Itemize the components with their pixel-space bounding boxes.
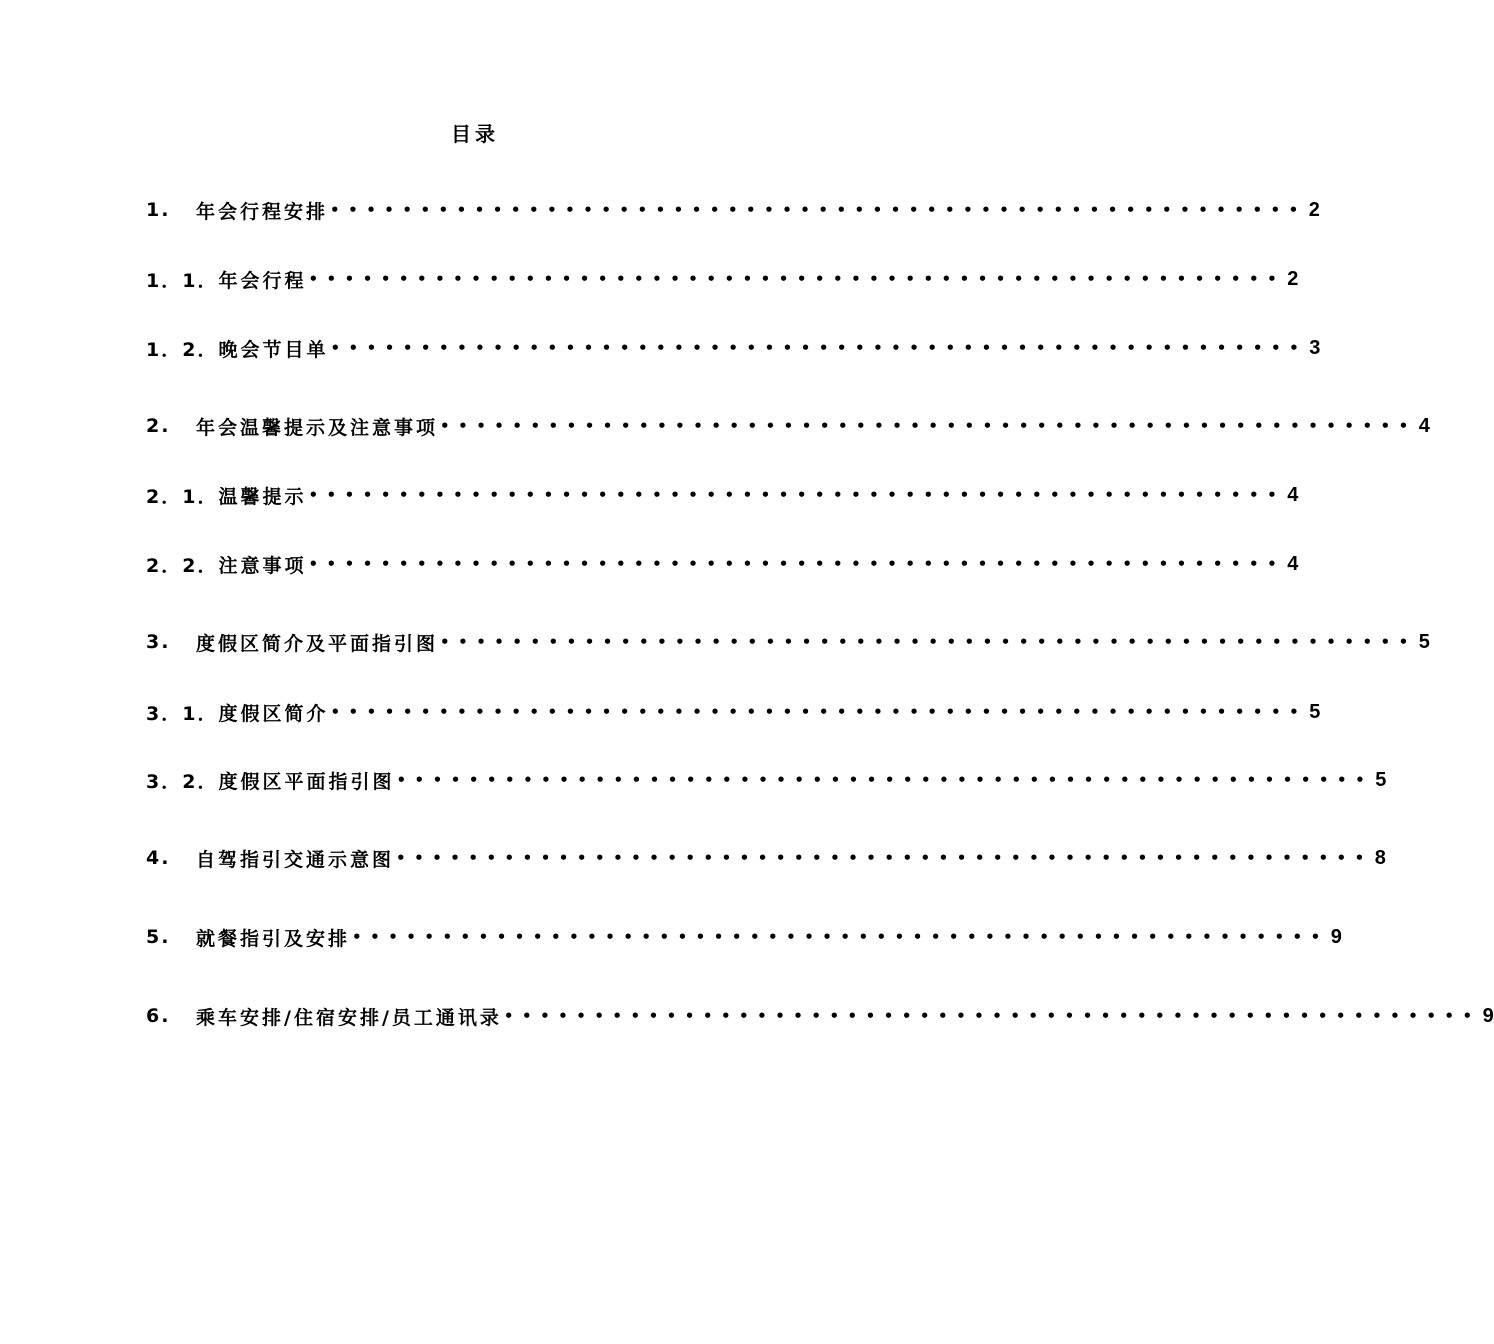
dot-leader: ••••••••••••••••••••••••••••••••••••••••••••••••••••••: [396, 771, 1374, 789]
dot-leader: ••••••••••••••••••••••••••••••••••••••••••••••••••••••: [330, 201, 1307, 219]
dot-leader: ••••••••••••••••••••••••••••••••••••••••••••••••••••••: [503, 1007, 1481, 1025]
toc-page-number: 5: [1375, 768, 1387, 791]
toc-entry-2-2[interactable]: [146, 549, 1299, 579]
toc-number: 2．2．: [146, 554, 219, 577]
dot-leader: ••••••••••••••••••••••••••••••••••••••••••••••••••••••: [440, 633, 1417, 651]
toc-number: 4.: [146, 847, 171, 869]
toc-label: 温馨提示: [218, 485, 307, 508]
toc-page-number: 5: [1309, 700, 1321, 723]
toc-label: 注意事项: [218, 554, 307, 577]
dot-leader: ••••••••••••••••••••••••••••••••••••••••••••••••••••••: [330, 703, 1308, 721]
toc-label: 就餐指引及安排: [196, 927, 351, 950]
toc-label: 度假区简介: [218, 702, 329, 725]
toc-label: 年会行程: [218, 269, 307, 292]
toc-entry-2[interactable]: [146, 411, 1430, 441]
toc-page-number: 4: [1418, 414, 1430, 437]
toc-label: 年会温馨提示及注意事项: [196, 416, 439, 439]
toc-number: 1．1．: [146, 269, 219, 292]
page-title: 目录: [451, 122, 499, 146]
toc-page-number: 2: [1308, 198, 1320, 221]
toc-page-number: 5: [1418, 630, 1430, 653]
toc-page-number: 4: [1287, 483, 1299, 506]
dot-leader: ••••••••••••••••••••••••••••••••••••••••••••••••••••••: [330, 339, 1308, 357]
toc-number: 5.: [146, 926, 171, 948]
toc-number: 3．2．: [146, 770, 219, 793]
toc-number: 3.: [146, 631, 171, 653]
dot-leader: ••••••••••••••••••••••••••••••••••••••••••••••••••••••: [352, 928, 1329, 946]
toc-number: 1.: [146, 199, 171, 221]
toc-label: 度假区简介及平面指引图: [196, 632, 439, 655]
toc-entry-3-2[interactable]: [146, 765, 1387, 795]
toc-label: 晚会节目单: [218, 338, 329, 361]
toc-entry-2-1[interactable]: [146, 480, 1299, 510]
toc-entry-3-1[interactable]: [146, 697, 1321, 727]
toc-entry-1[interactable]: [146, 195, 1320, 225]
toc-entry-1-1[interactable]: [146, 264, 1299, 294]
toc-entry-1-2[interactable]: [146, 333, 1321, 363]
toc-number: 2．1．: [146, 485, 219, 508]
toc-page-number: 2: [1287, 267, 1299, 290]
toc-number: 2.: [146, 415, 171, 437]
toc-number: 6.: [146, 1005, 171, 1027]
dot-leader: ••••••••••••••••••••••••••••••••••••••••••••••••••••••: [440, 417, 1417, 435]
toc-page-number: 9: [1330, 925, 1342, 948]
toc-entry-3[interactable]: [146, 627, 1430, 657]
toc-label: 乘车安排/住宿安排/员工通讯录: [196, 1006, 502, 1029]
toc-number: 1．2．: [146, 338, 219, 361]
toc-label: 自驾指引交通示意图: [196, 848, 395, 871]
toc-entry-4[interactable]: [146, 843, 1386, 873]
dot-leader: ••••••••••••••••••••••••••••••••••••••••••••••••••••••: [308, 486, 1286, 504]
toc-page-number: 4: [1287, 552, 1299, 575]
dot-leader: ••••••••••••••••••••••••••••••••••••••••••••••••••••••: [396, 849, 1373, 867]
toc-page-number: 3: [1309, 336, 1321, 359]
toc-entry-6[interactable]: [146, 1001, 1494, 1031]
dot-leader: ••••••••••••••••••••••••••••••••••••••••••••••••••••••: [308, 270, 1286, 288]
toc-page-number: 8: [1374, 846, 1386, 869]
dot-leader: ••••••••••••••••••••••••••••••••••••••••••••••••••••••: [308, 555, 1286, 573]
toc-label: 度假区平面指引图: [218, 770, 395, 793]
toc-entry-5[interactable]: [146, 922, 1342, 952]
toc-number: 3．1．: [146, 702, 219, 725]
toc-page-number: 9: [1482, 1004, 1494, 1027]
toc-label: 年会行程安排: [196, 200, 329, 223]
